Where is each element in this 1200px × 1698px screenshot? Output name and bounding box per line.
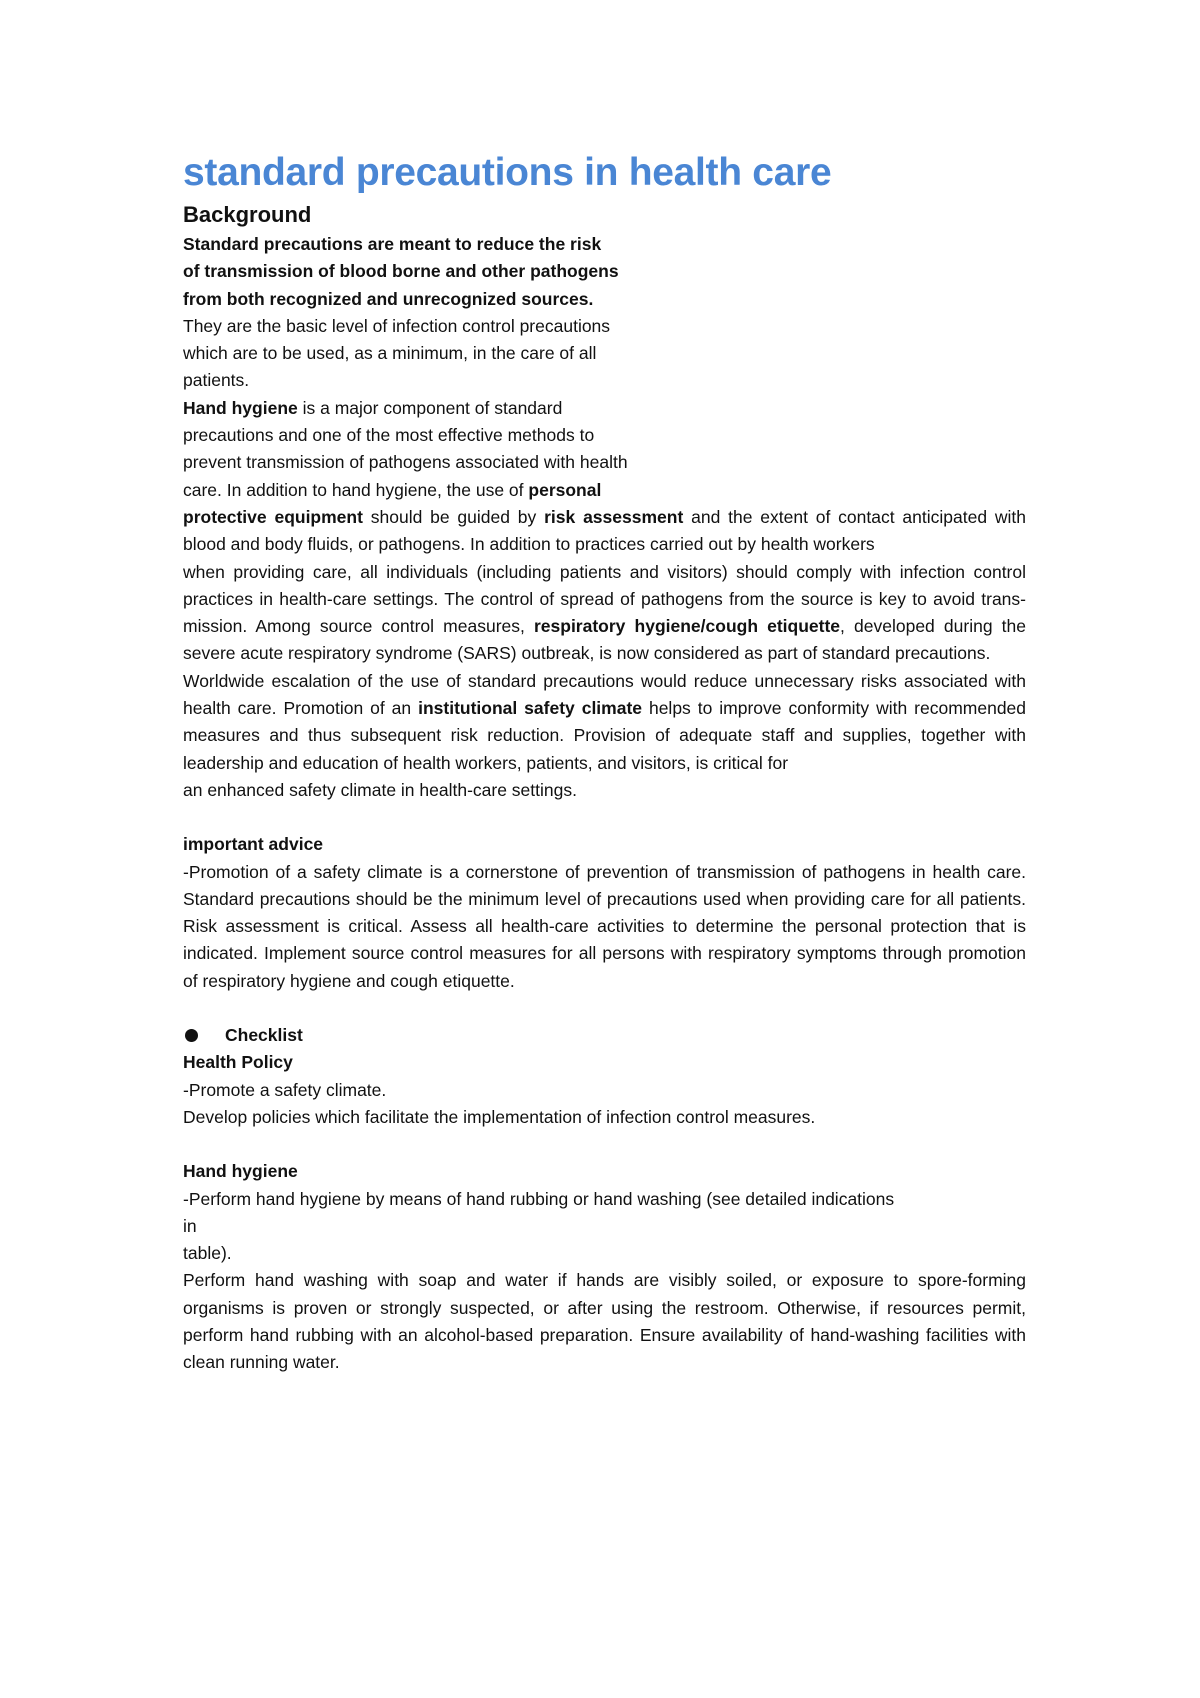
basic-level-line-2: which are to be used, as a minimum, in the care of all [183, 343, 597, 364]
hand-hygiene-heading: Hand hygiene [183, 1161, 298, 1182]
page-title: standard precautions in health care [183, 151, 832, 194]
health-policy-line-2: Develop policies which facilitate the implementation of infection control measures. [183, 1106, 816, 1127]
care-line: care. In addition to hand hygiene, the use of personal [183, 479, 602, 500]
enhanced-safety-line: an enhanced safety climate in health-care settings. [183, 779, 577, 800]
background-heading: Background [183, 202, 312, 227]
checklist-label: Checklist [225, 1025, 303, 1046]
checklist-item [183, 1022, 1026, 1049]
perform-hand-hygiene-in: in [183, 1215, 197, 1236]
bullet-icon [185, 1029, 198, 1042]
advice-paragraph: -Promotion of a safety climate is a cornerstone of prevention of transmission of pathogens in health care. Standard precautions should be the minimum level of precautions used when providing care for all patients. Risk assessment is critical. Assess all health-care activities to determine the personal protection that is indicated. Implement source control measures for all persons with respiratory symptoms through promotion of respiratory hygiene and cough etiquette. [183, 861, 1026, 991]
providing-care-paragraph: when providing care, all individuals (including patients and visitors) should comply with infection control practices in health-care settings. The control of spread of pathogens from the source is key to avoid trans- mission. Among source control measures, respiratory hygiene/cough etiquette, developed during the severe acute respiratory syndrome (SARS) outbreak, is now considered as part of standard precautions. [183, 561, 1026, 664]
perform-hand-hygiene-line: -Perform hand hygiene by means of hand rubbing or hand washing (see detailed indications [183, 1188, 895, 1209]
intro-line-2: of transmission of blood borne and other pathogens [183, 261, 619, 282]
basic-level-line-3: patients. [183, 370, 250, 391]
worldwide-paragraph: Worldwide escalation of the use of standard precautions would reduce unnecessary risks associated with health care. Promotion of an institutional safety climate helps to improve conformity with recommended measures and thus subsequent risk reduction. Provision of adequate staff and supplies, together with leadership and education of health workers, patients, and visitors, is critical for [183, 670, 1027, 773]
health-policy-line-1: -Promote a safety climate. [183, 1079, 387, 1100]
ppe-paragraph: protective equipment should be guided by risk assessment and the extent of contact anticipated with blood and body fluids, or pathogens. In addition to practices carried out by health workers [183, 506, 1026, 555]
basic-level-line-1: They are the basic level of infection control precautions [183, 315, 611, 336]
hand-washing-paragraph: Perform hand washing with soap and water if hands are visibly soiled, or exposure to spore-forming organisms is proven or strongly suspected, or after using the restroom. Otherwise, if resources permit, perform hand rubbing with an alcohol-based preparation. Ensure availability of hand-washing facilities with clean running water. [183, 1270, 1026, 1373]
hand-hygiene-line-1: Hand hygiene is a major component of standard [183, 397, 563, 418]
intro-line-1: Standard precautions are meant to reduce the risk [183, 234, 602, 254]
health-policy-heading: Health Policy [183, 1052, 293, 1073]
advice-heading: important advice [183, 834, 324, 855]
hand-hygiene-line-2: precautions and one of the most effective methods to [183, 425, 595, 446]
document-body [183, 148, 1026, 1377]
hand-hygiene-line-3: prevent transmission of pathogens associated with health [183, 452, 628, 473]
intro-line-3: from both recognized and unrecognized sources. [183, 288, 594, 309]
perform-hand-hygiene-table: table). [183, 1243, 232, 1264]
